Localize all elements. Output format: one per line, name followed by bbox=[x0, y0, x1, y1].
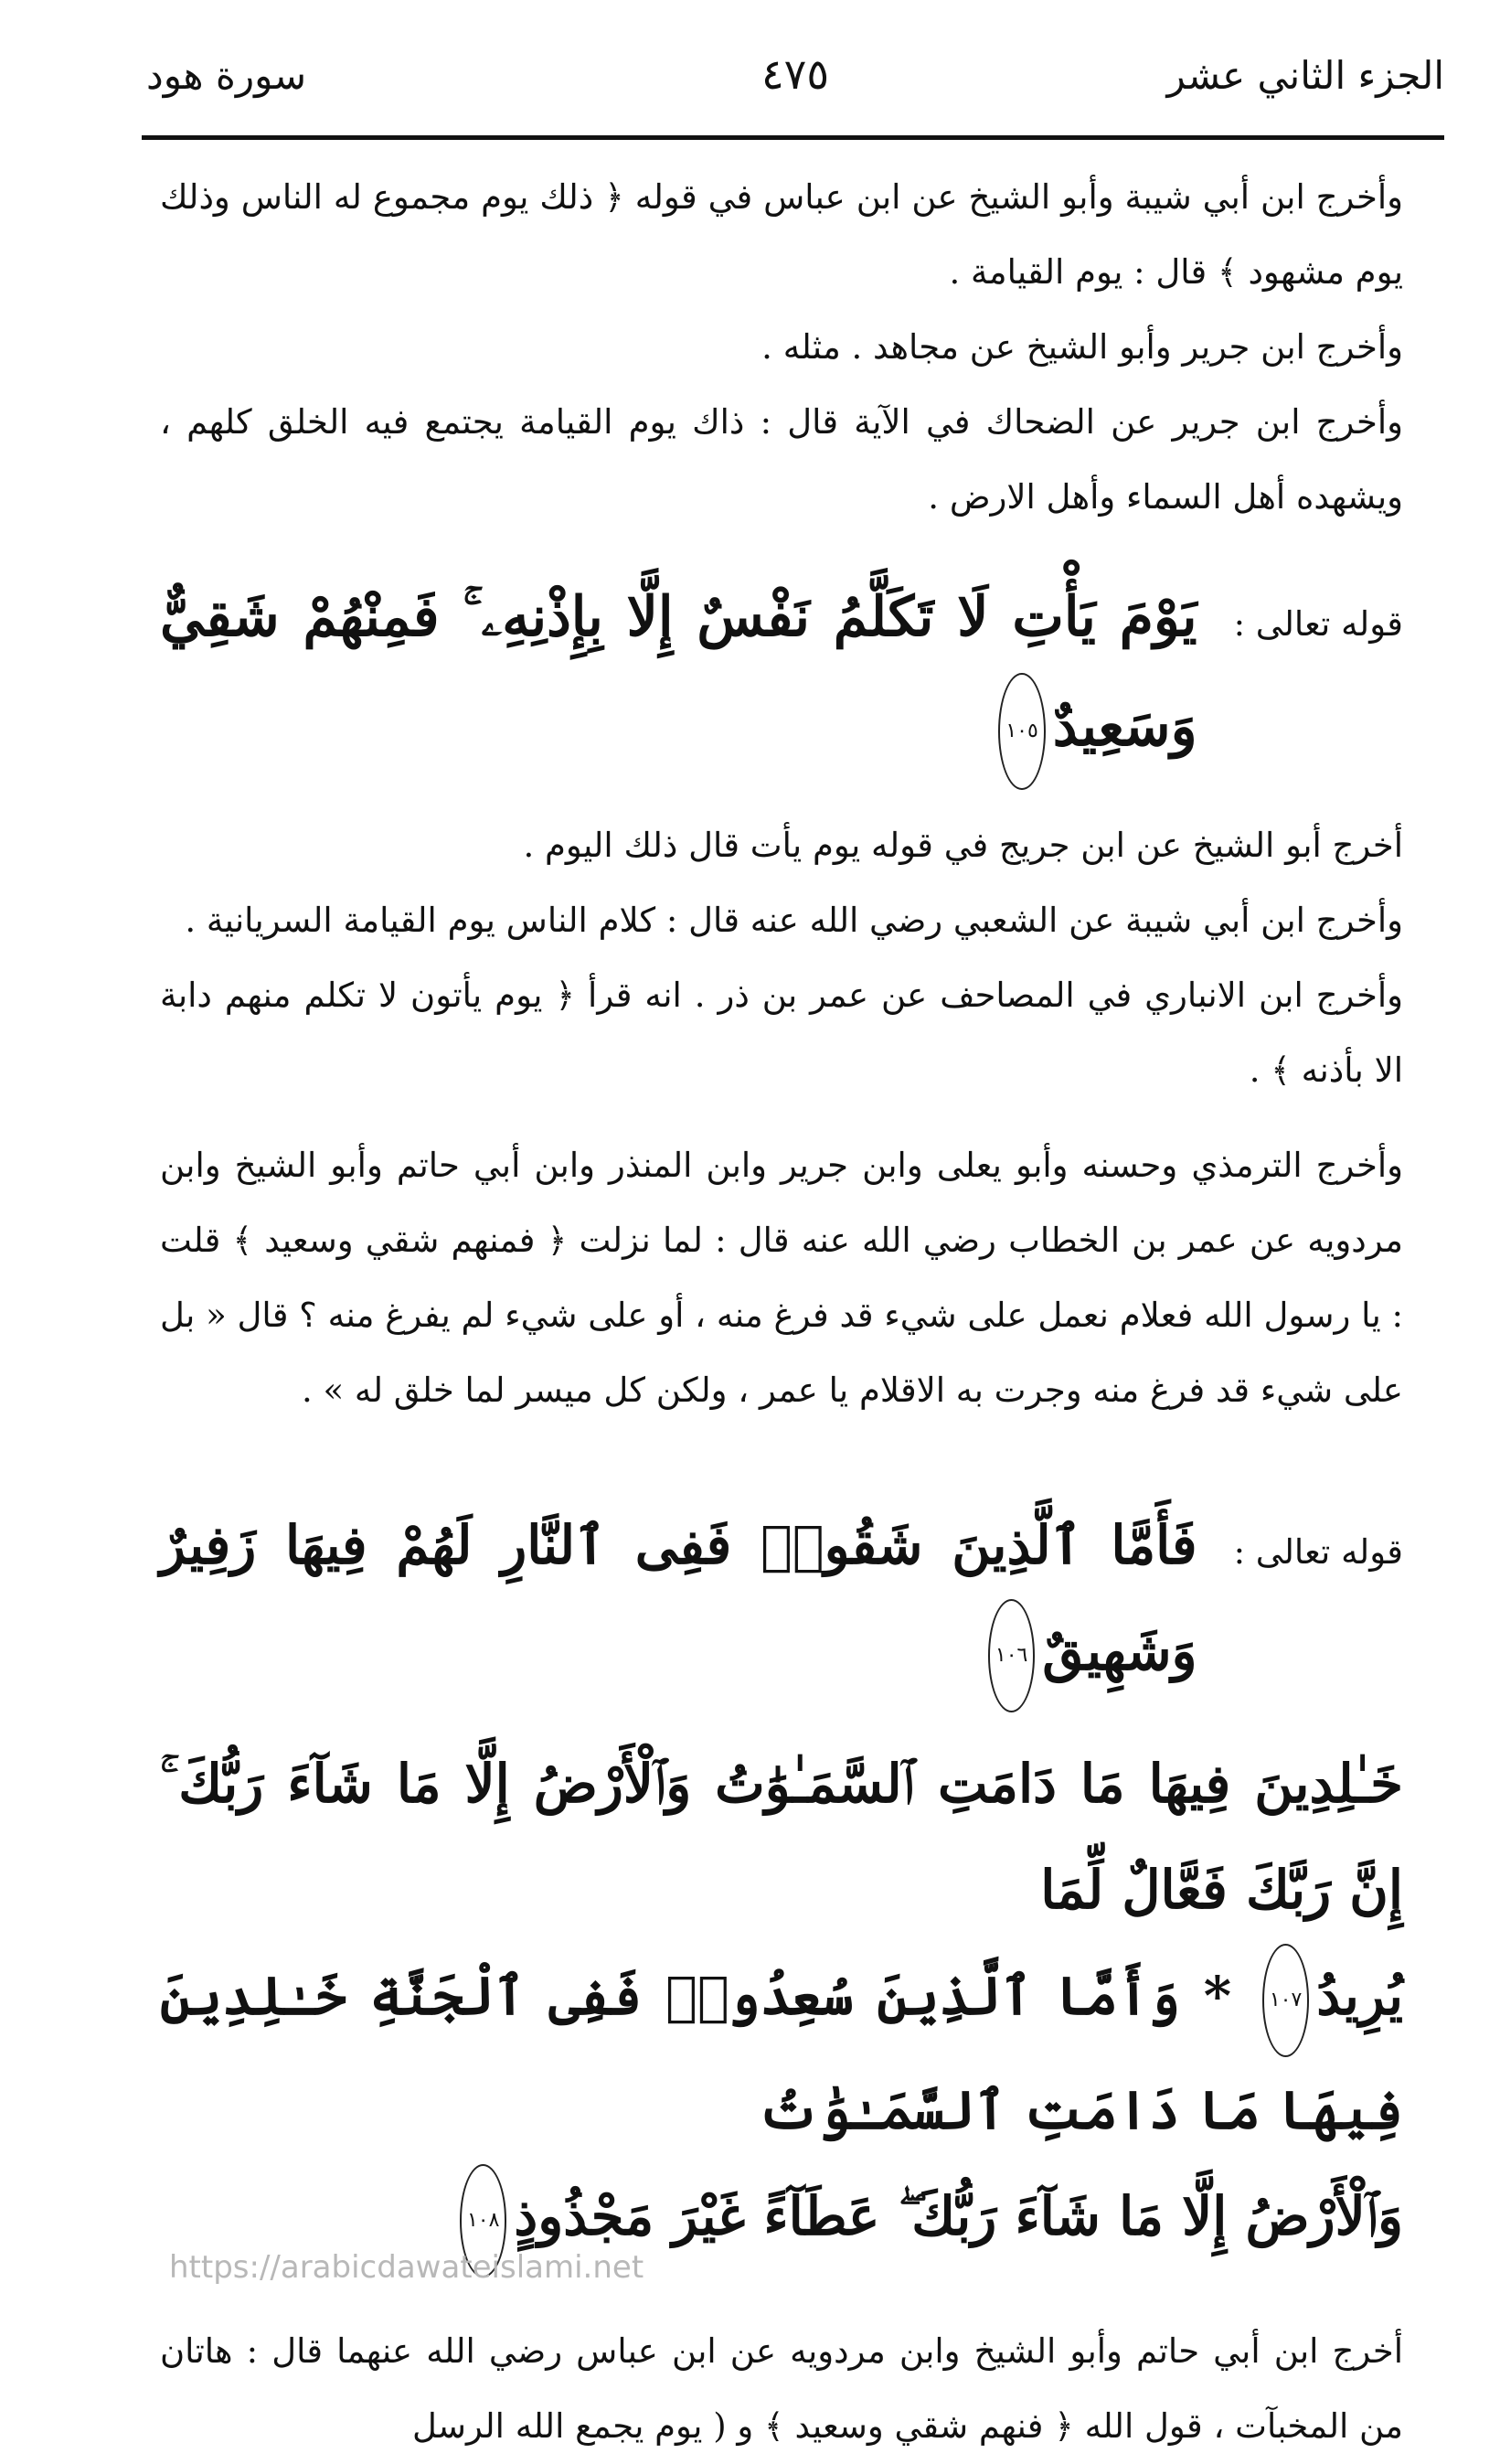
verse-text: وَأَمَّا ٱلَّذِينَ سُعِدُوا۟ فَفِى ٱلْجَنَّةِ خَـٰلِدِينَ فِيهَا مَا دَامَتِ ٱلسَّمَـٰوَٰتُ bbox=[160, 1964, 1403, 2141]
verse-text: وَٱلْأَرْضُ إِلَّا مَا شَآءَ رَبُّكَ ۖ عَطَآءً غَيْرَ مَجْذُوذٍ bbox=[514, 2184, 1403, 2247]
verse-intro: قوله تعالى : bbox=[1233, 1531, 1403, 1572]
verse-block-106 bbox=[160, 1492, 1403, 1712]
verse-block-105 bbox=[160, 562, 1403, 790]
paragraph: أخرج ابن أبي حاتم وأبو الشيخ وابن مردويه عن ابن عباس رضي الله عنهما قال : هاتان من المخبآت ، قول الله ﴿ فنهم شقي وسعيد ﴾ و ( يوم يجمع الله الرسل bbox=[160, 2331, 1403, 2446]
verse-text: يَوْمَ يَأْتِ لَا تَكَلَّمُ نَفْسٌ إِلَّا بِإِذْنِهِۦ ۚ فَمِنْهُمْ شَقِيٌّ وَسَعِيدٌ bbox=[160, 585, 1197, 759]
quran-verse-line: خَـٰلِدِينَ فِيهَا مَا دَامَتِ ٱلسَّمَـٰوَٰتُ وَٱلْأَرْضُ إِلَّا مَا شَآءَ رَبُّكَ ۚ إِنَّ رَبَّكَ فَعَّالٌ لِّمَا bbox=[160, 1752, 1403, 1921]
paragraph: وأخرج ابن الانباري في المصاحف عن عمر بن ذر . انه قرأ ﴿ يوم يأتون لا تكلم منهم دابة الا بأذنه ﴾ . bbox=[160, 975, 1403, 1090]
verse-text: يُرِيدُ bbox=[1316, 1964, 1404, 2027]
ayah-number-marker: ١٠٥ bbox=[998, 673, 1045, 790]
paragraph: وأخرج ابن جرير وأبو الشيخ عن مجاهد . مثله . bbox=[761, 327, 1403, 367]
paragraph: وأخرج ابن جرير عن الضحاك في الآية قال : ذاك يوم القيامة يجتمع فيه الخلق كلهم ، ويشهده أهل السماء وأهل الارض . bbox=[160, 402, 1403, 517]
verse-separator-star: * bbox=[1203, 1964, 1232, 2027]
paragraph: أخرج أبو الشيخ عن ابن جريج في قوله يوم يأت قال ذلك اليوم . bbox=[523, 825, 1403, 865]
verse-text: فَأَمَّا ٱلَّذِينَ شَقُوا۟ فَفِى ٱلنَّارِ لَهُمْ فِيهَا زَفِيرٌ وَشَهِيقٌ bbox=[160, 1513, 1197, 1682]
quran-verse bbox=[160, 1492, 1197, 1712]
quran-verse-line bbox=[160, 1943, 1403, 2163]
verse-intro: قوله تعالى : bbox=[1233, 604, 1403, 644]
page-header bbox=[146, 37, 1444, 119]
ayah-number-marker: ١٠٧ bbox=[1262, 1944, 1309, 2057]
watermark-url: https://arabicdawateislami.net bbox=[169, 2249, 644, 2286]
surah-title: سورة هود bbox=[146, 53, 307, 98]
header-rule bbox=[142, 135, 1444, 140]
quran-verse bbox=[160, 562, 1197, 790]
juz-title: الجزء الثاني عشر bbox=[1166, 53, 1444, 98]
paragraph: وأخرج ابن أبي شيبة عن الشعبي رضي الله عنه قال : كلام الناس يوم القيامة السريانية . bbox=[185, 900, 1403, 940]
ayah-number-marker: ١٠٦ bbox=[988, 1599, 1035, 1712]
ayah-number-marker: ١٠٨ bbox=[460, 2164, 506, 2277]
page-body bbox=[160, 160, 1403, 2464]
paragraph: وأخرج الترمذي وحسنه وأبو يعلى وابن جرير وابن المنذر وابن أبي حاتم وأبو الشيخ وابن مردويه عن عمر بن الخطاب رضي الله عنه قال : لما نزلت ﴿ فمنهم شقي وسعيد ﴾ قلت : يا رسول الله فعلام نعمل على شيء قد فرغ منه ، أو على شيء لم يفرغ منه ؟ قال « بل على شيء قد فرغ منه وجرت به الاقلام يا عمر ، ولكن كل ميسر لما خلق له » . bbox=[160, 1145, 1403, 1410]
paragraph: وأخرج ابن أبي شيبة وأبو الشيخ عن ابن عباس في قوله ﴿ ذلك يوم مجموع له الناس وذلك يوم مشهود ﴾ قال : يوم القيامة . bbox=[160, 177, 1403, 292]
page-number: ٤٧٥ bbox=[761, 49, 830, 99]
